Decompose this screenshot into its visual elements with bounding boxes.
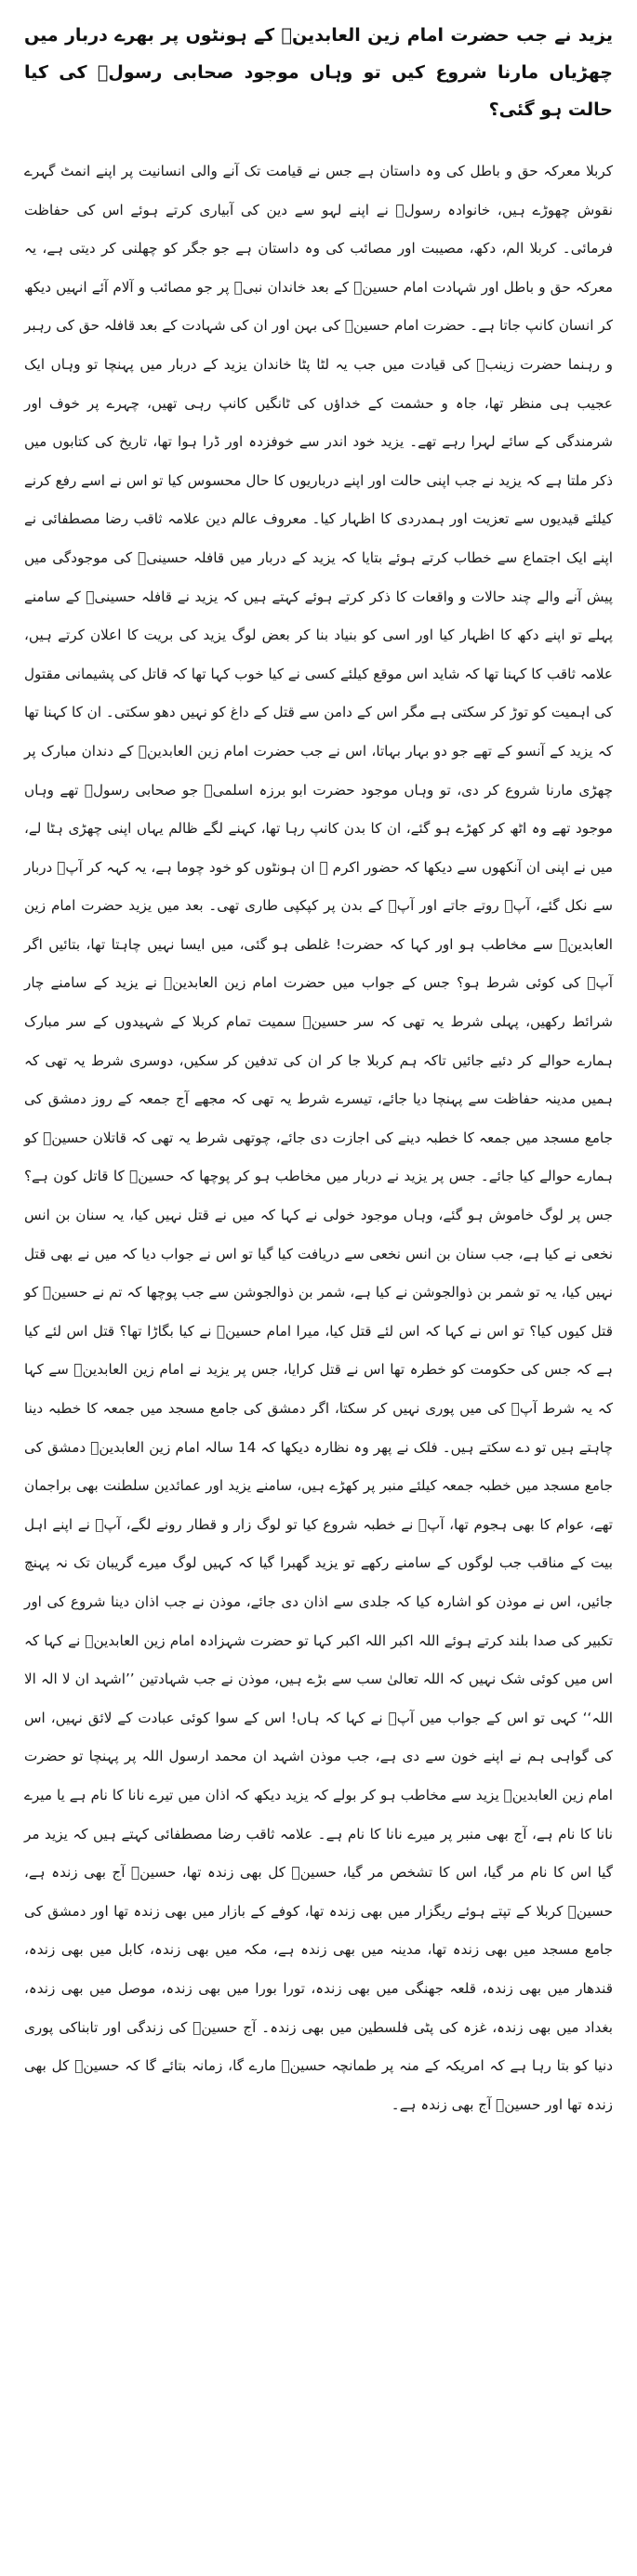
article-headline: یزید نے جب حضرت امام زین العابدینؓ کے ہونٹوں پر بھرے دربار میں چھڑیاں مارنا شروع کیں تو وہاں موجود صحابی رسولؐ کی کیا حالت ہو گئی؟ (24, 25, 613, 120)
article-body: کربلا معرکہ حق و باطل کی وہ داستان ہے جس نے قیامت تک آنے والی انسانیت پر اپنے انمٹ گہرے نقوش چھوڑے ہیں، خانوادہ رسولؐ نے اپنے لہو سے دین کی آبیاری کرتے ہوئے اس کی حفاظت فرمائی۔ کربلا الم، دکھ، مصیبت اور مصائب کی وہ داستان ہے جو جگر کو چھلنی کر دیتی ہے، یہ معرکہ حق و باطل اور شہادت امام حسینؓ کے بعد خاندان نبیؐ پر جو مصائب و آلام آئے انہیں دیکھ کر انسان کانپ جاتا ہے۔ حضرت امام حسینؓ کی بہن اور ان کی شہادت کے بعد قافلہ حق کی رہبر و رہنما حضرت زینبؓ کی قیادت میں جب یہ لٹا پٹا خاندان یزید کے دربار میں پہنچا تو وہاں ایک عجیب ہی منظر تھا، جاہ و حشمت کے خداؤں کی ٹانگیں کانپ رہی تھیں، چہرے پر خوف اور شرمندگی کے سائے لہرا رہے تھے۔ یزید خود اندر سے خوفزدہ اور ڈرا ہوا تھا، تاریخ کی کتابوں میں ذکر ملتا ہے کہ یزید نے جب اپنی حالت اور اپنے درباریوں کا حال محسوس کیا تو اس نے اسے رفع کرنے کیلئے قیدیوں سے تعزیت اور ہمدردی کا اظہار کیا۔ معروف عالم دین علامہ ثاقب رضا مصطفائی نے اپنے ایک اجتماع سے خطاب کرتے ہوئے بتایا کہ یزید کے دربار میں قافلہ حسینیؓ کی موجودگی میں پیش آنے والے چند حالات و واقعات کا ذکر کرتے ہوئے کہتے ہیں کہ یزید نے قافلہ حسینیؓ کے سامنے پہلے تو اپنے دکھ کا اظہار کیا اور اسی کو بنیاد بنا کر بعض لوگ یزید کی بریت کا اعلان کرتے ہیں، علامہ ثاقب کا کہنا تھا کہ شاید اس موقع کیلئے کسی نے کیا خوب کہا تھا کہ قاتل کی پشیمانی مقتول کی اہمیت کو توڑ کر سکتی ہے مگر اس کے دامن سے قتل کے داغ کو نہیں دھو سکتی۔ ان کا کہنا تھا کہ یزید کے آنسو کے تھے جو دو بہار بہاتا، اس نے جب حضرت امام زین العابدینؓ کے دندان مبارک پر چھڑی مارنا شروع کر دی، تو وہاں موجود حضرت ابو برزہ اسلمیؓ جو صحابی رسولؐ تھے وہاں موجود تھے وہ اٹھ کر کھڑے ہو گئے، ان کا بدن کانپ رہا تھا، کہنے لگے ظالم یہاں اپنی چھڑی ہٹا لے، میں نے اپنی ان آنکھوں سے دیکھا کہ حضور اکرم ﷺ ان ہونٹوں کو خود چوما ہے، یہ کہہ کر آپؓ دربار سے نکل گئے، آپؓ روتے جاتے اور آپؓ کے بدن پر کپکپی طاری تھی۔ بعد میں یزید حضرت امام زین العابدینؓ سے مخاطب ہو اور کہا کہ حضرت! غلطی ہو گئی، میں ایسا نہیں چاہتا تھا، بتائیں اگر آپؓ کی کوئی شرط ہو؟ جس کے جواب میں حضرت امام زین العابدینؓ نے یزید کے سامنے چار شرائط رکھیں، پہلی شرط یہ تھی کہ سر حسینؓ سمیت تمام کربلا کے شہیدوں کے سر مبارک ہمارے حوالے کر دئیے جائیں تاکہ ہم کربلا جا کر ان کی تدفین کر سکیں، دوسری شرط یہ تھی کہ ہمیں مدینہ حفاظت سے پہنچا دیا جائے، تیسرے شرط یہ تھی کہ مجھے آج جمعہ کے روز دمشق کی جامع مسجد میں جمعہ کا خطبہ دینے کی اجازت دی جائے، چوتھی شرط یہ تھی کہ قاتلان حسینؓ کو ہمارے حوالے کیا جائے۔ جس پر یزید نے دربار میں مخاطب ہو کر پوچھا کہ حسینؓ کا قاتل کون ہے؟ جس پر لوگ خاموش ہو گئے، وہاں موجود خولی نے کہا کہ میں نے قتل نہیں کیا، یہ سنان بن انس نخعی نے کیا ہے، جب سنان بن انس نخعی سے دریافت کیا گیا تو اس نے جواب دیا کہ میں نے بھی قتل نہیں کیا، یہ تو شمر بن ذوالجوشن نے کیا ہے، شمر بن ذوالجوشن سے جب پوچھا کہ تم نے حسینؓ کو قتل کیوں کیا؟ تو اس نے کہا کہ اس لئے قتل کیا، میرا امام حسینؓ نے کیا بگاڑا تھا؟ قتل اس لئے کیا ہے کہ جس کی حکومت کو خطرہ تھا اس نے قتل کرایا، جس پر یزید نے امام زین العابدینؓ سے کہا کہ یہ شرط آپؓ کی میں پوری نہیں کر سکتا، اگر دمشق کی جامع مسجد میں جمعہ کا خطبہ دینا چاہتے ہیں تو دے سکتے ہیں۔ فلک نے پھر وہ نظارہ دیکھا کہ 14 سالہ امام زین العابدینؓ دمشق کی جامع مسجد میں خطبہ جمعہ کیلئے منبر پر کھڑے ہیں، سامنے یزید اور عمائدین سلطنت بھی براجمان تھے، عوام کا بھی ہجوم تھا، آپؓ نے خطبہ شروع کیا تو لوگ زار و قطار رونے لگے، آپؓ نے اپنے اہل بیت کے مناقب جب لوگوں کے سامنے رکھے تو یزید گھبرا گیا کہ کہیں لوگ میرے گریبان تک نہ پہنچ جائیں، اس نے موذن کو اشارہ کیا کہ جلدی سے اذان دی جائے، موذن نے جب اذان دینا شروع کی اور تکبیر کی صدا بلند کرتے ہوئے اللہ اکبر اللہ اکبر کہا تو حضرت شہزادہ امام زین العابدینؓ نے کہا کہ اس میں کوئی شک نہیں کہ اللہ تعالیٰ سب سے بڑے ہیں، موذن نے جب شہادتین ’’اشہد ان لا الہ الا اللہ‘‘ کہی تو اس کے جواب میں آپؓ نے کہا کہ ہاں! اس کے سوا کوئی عبادت کے لائق نہیں، اس کی گواہی ہم نے اپنے خون سے دی ہے، جب موذن اشہد ان محمد ارسول اللہ پر پہنچا تو حضرت امام زین العابدینؓ یزید سے مخاطب ہو کر بولے کہ یزید دیکھ کہ اذان میں تیرے نانا کا نام ہے یا میرے نانا کا نام ہے، آج بھی منبر پر میرے نانا کا نام ہے۔ علامہ ثاقب رضا مصطفائی کہتے ہیں کہ یزید مر گیا اس کا نام مر گیا، اس کا تشخص مر گیا، حسینؓ کل بھی زندہ تھا، حسینؓ آج بھی زندہ ہے، حسینؓ کربلا کے تپتے ہوئے ریگزار میں بھی زندہ تھا، کوفے کے بازار میں بھی زندہ تھا اور دمشق کی جامع مسجد میں بھی زندہ تھا، مدینہ میں بھی زندہ ہے، مکہ میں بھی زندہ، کابل میں بھی زندہ، قندھار میں بھی زندہ، قلعہ جھنگی میں بھی زندہ، تورا بورا میں بھی زندہ، موصل میں بھی زندہ، بغداد میں بھی زندہ، غزہ کی پٹی فلسطین میں بھی زندہ۔ آج حسینؓ کی زندگی اور تابناکی پوری دنیا کو بتا رہا ہے کہ امریکہ کے منہ پر طمانچہ حسینؓ مارے گا، زمانہ بتائے گا کہ حسینؓ کل بھی زندہ تھا اور حسینؓ آج بھی زندہ ہے۔ (24, 163, 613, 2113)
